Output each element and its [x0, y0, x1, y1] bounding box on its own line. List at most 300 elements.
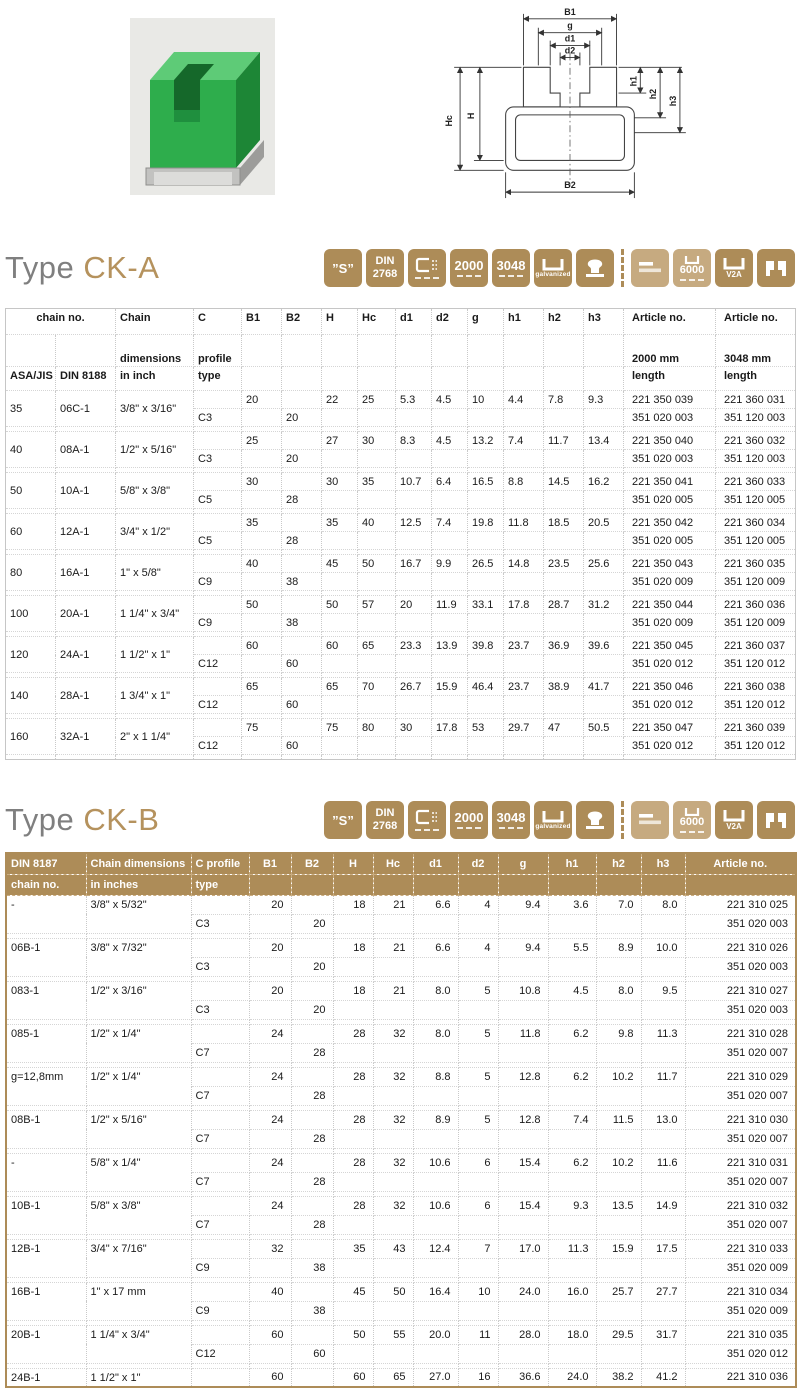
cell-b1: 32: [249, 1239, 291, 1258]
cell-empty: [373, 914, 413, 933]
cell-empty: [468, 655, 504, 673]
cell-h3: 50.5: [584, 719, 624, 737]
cell-article-2000: 351 020 005: [624, 532, 716, 550]
cell-h3: 9.3: [584, 391, 624, 409]
col-header-article-3048: Article no.: [716, 309, 796, 335]
col-header-chain-dimensions: Chain dimensions: [86, 853, 191, 874]
cell-h1: 11.3: [548, 1239, 596, 1258]
svg-text:H: H: [465, 112, 476, 120]
cell-d2: 17.8: [432, 719, 468, 737]
cell-c-empty: [191, 981, 249, 1000]
cell-d2: 11: [458, 1325, 498, 1344]
length-2000-badge: 2000: [450, 249, 488, 287]
cell-empty: [548, 1344, 596, 1363]
col-header-din-8188: DIN 8188: [56, 367, 116, 391]
cell-d2: 6: [458, 1196, 498, 1215]
cell-g: 39.8: [468, 637, 504, 655]
col-header-asa-jis: ASA/JIS: [6, 367, 56, 391]
cell-h2: 29.5: [596, 1325, 641, 1344]
cell-empty: [544, 696, 584, 714]
cell-article-3048: 221 360 038: [716, 678, 796, 696]
cell-article-2000: 221 350 041: [624, 473, 716, 491]
spacer-cell: [242, 755, 282, 760]
cell-hc: 50: [373, 1282, 413, 1301]
anvil-icon: [583, 257, 607, 279]
cell-hc: 25: [358, 391, 396, 409]
cell-empty: [458, 1129, 498, 1148]
cell-g: 16.5: [468, 473, 504, 491]
cell-h1: 6.2: [548, 1024, 596, 1043]
cell-empty: [596, 1086, 641, 1105]
cell-d1: 12.5: [396, 514, 432, 532]
cell-b2-empty: [282, 678, 322, 696]
col-header-h3: h3: [641, 853, 685, 874]
cell-c-empty: [191, 938, 249, 957]
cell-din-8188: 24A-1: [56, 637, 116, 673]
cell-empty: [641, 1129, 685, 1148]
cell-d2: 9.9: [432, 555, 468, 573]
cell-dimensions: 1 1/2" x 1": [116, 637, 194, 673]
col-header-b2: B2: [291, 853, 333, 874]
cell-empty: [358, 532, 396, 550]
cell-empty: [504, 614, 544, 632]
spacer-cell: [716, 755, 796, 760]
cell-b1-empty: [249, 1000, 291, 1019]
cell-d2: 10: [458, 1282, 498, 1301]
cell-hc: 43: [373, 1239, 413, 1258]
col-header-article-2000: Article no.: [624, 309, 716, 335]
table-row: [6, 678, 796, 696]
cell-empty: [548, 1000, 596, 1019]
cell-c-empty: [191, 1239, 249, 1258]
table-row: [6, 938, 796, 957]
cell-empty: [498, 914, 548, 933]
cell-h: 18: [333, 981, 373, 1000]
cell-h3: 10.0: [641, 938, 685, 957]
cell-dimensions: 1" x 17 mm: [86, 1282, 191, 1320]
cell-empty: [396, 655, 432, 673]
cell-empty: [373, 1000, 413, 1019]
cell-c-profile: C12: [194, 696, 242, 714]
cell-c-empty: [194, 473, 242, 491]
cell-d1: 8.0: [413, 981, 458, 1000]
cell-empty: [458, 1000, 498, 1019]
col-header-type: type: [194, 367, 242, 391]
cell-chain-no: g=12,8mm: [6, 1067, 86, 1105]
cell-article: 351 020 003: [685, 957, 796, 976]
table-row: [6, 555, 796, 573]
col-header-c-profile: C profile: [191, 853, 249, 874]
v2a-badge: V2A: [715, 801, 753, 839]
cell-empty: [468, 450, 504, 468]
col-header-in-inches: in inches: [86, 874, 191, 895]
cell-h: 45: [333, 1282, 373, 1301]
cell-b2: 60: [291, 1344, 333, 1363]
cell-empty: [641, 1000, 685, 1019]
cell-empty: [458, 957, 498, 976]
cell-h2: 15.9: [596, 1239, 641, 1258]
cell-empty: [373, 1215, 413, 1234]
cell-hc: 70: [358, 678, 396, 696]
cell-empty: [413, 1258, 458, 1277]
col-header-h: H: [333, 853, 373, 874]
cell-h: 28: [333, 1067, 373, 1086]
cell-empty: [333, 1129, 373, 1148]
cell-article-2000: 351 020 005: [624, 491, 716, 509]
cell-b1: 24: [249, 1110, 291, 1129]
cell-empty: [596, 1000, 641, 1019]
cell-article-3048: 221 360 032: [716, 432, 796, 450]
cell-h: 27: [322, 432, 358, 450]
cell-dimensions: 3/4" x 7/16": [86, 1239, 191, 1277]
table-row: [6, 1067, 796, 1086]
cell-g: 11.8: [498, 1024, 548, 1043]
cell-article-3048: 221 360 031: [716, 391, 796, 409]
cell-chain-no: 12B-1: [6, 1239, 86, 1277]
table-row: [6, 719, 796, 737]
svg-text:h1: h1: [628, 76, 639, 87]
cell-empty: [544, 737, 584, 755]
cell-c-profile: C5: [194, 532, 242, 550]
spacer-cell: [396, 755, 432, 760]
cell-empty: [468, 491, 504, 509]
cell-empty: [396, 737, 432, 755]
cell-empty: [544, 409, 584, 427]
cell-empty: [498, 1172, 548, 1191]
cell-article-3048: 351 120 003: [716, 409, 796, 427]
cell-h3: 39.6: [584, 637, 624, 655]
title-name: CK-B: [83, 802, 160, 837]
cell-empty: [358, 737, 396, 755]
cell-article: 351 020 009: [685, 1301, 796, 1320]
cell-d1: 20: [396, 596, 432, 614]
cell-d2: 5: [458, 1067, 498, 1086]
cell-b2-empty: [291, 1325, 333, 1344]
cell-h2: 38.2: [596, 1368, 641, 1387]
cell-h1: 7.4: [504, 432, 544, 450]
table-row: [6, 391, 796, 409]
col-header-chain-no: chain no.: [6, 874, 86, 895]
cell-b2-empty: [282, 391, 322, 409]
cell-empty: [504, 655, 544, 673]
cell-dimensions: 1 1/4" x 3/4": [86, 1325, 191, 1363]
title-name: CK-A: [83, 250, 160, 285]
cell-article: 351 020 003: [685, 1000, 796, 1019]
length-2000-badge: 2000: [450, 801, 488, 839]
cell-empty: [413, 1086, 458, 1105]
cell-hc: 35: [358, 473, 396, 491]
cell-b1: 75: [242, 719, 282, 737]
cell-b1-empty: [249, 1086, 291, 1105]
cell-article: 351 020 003: [685, 914, 796, 933]
cell-dimensions: 1" x 5/8": [116, 555, 194, 591]
fine-print: [499, 275, 523, 277]
cell-b2: 60: [282, 696, 322, 714]
galvanized-badge: galvanized: [534, 249, 572, 287]
bracket-icon: [541, 810, 565, 823]
cell-h: 50: [333, 1325, 373, 1344]
cell-hc: 80: [358, 719, 396, 737]
fine-print: [457, 275, 481, 277]
cell-empty: [413, 914, 458, 933]
cell-empty: [373, 1172, 413, 1191]
cell-d1: 16.4: [413, 1282, 458, 1301]
cell-empty: [413, 1215, 458, 1234]
cell-article-2000: 221 350 040: [624, 432, 716, 450]
spacer-cell: [6, 755, 56, 760]
cell-empty: [432, 696, 468, 714]
page-title-ck-a: [5, 250, 159, 286]
cell-article-3048: 351 120 009: [716, 614, 796, 632]
col-header-c: C: [194, 309, 242, 335]
cell-empty: [584, 696, 624, 714]
cell-empty: [584, 532, 624, 550]
cell-empty: [432, 573, 468, 591]
cell-empty: [498, 1043, 548, 1062]
cell-empty: [641, 1172, 685, 1191]
cell-h2: 11.7: [544, 432, 584, 450]
cell-d1: 12.4: [413, 1239, 458, 1258]
table-row: [6, 1196, 796, 1215]
cell-empty: [596, 1172, 641, 1191]
cell-g: 28.0: [498, 1325, 548, 1344]
cell-g: 36.6: [498, 1368, 548, 1387]
cell-article-3048: 221 360 033: [716, 473, 796, 491]
cell-empty: [413, 1344, 458, 1363]
cell-empty: [396, 491, 432, 509]
cell-empty: [322, 614, 358, 632]
cell-empty: [498, 1344, 548, 1363]
cell-h1: 3.6: [548, 895, 596, 914]
cell-d2: 4: [458, 895, 498, 914]
cell-empty: [458, 914, 498, 933]
cell-chain-no: 10B-1: [6, 1196, 86, 1234]
cell-article: 351 020 007: [685, 1172, 796, 1191]
corner-pieces-icon: [764, 260, 788, 277]
cell-d1: 6.6: [413, 895, 458, 914]
cell-hc: 32: [373, 1067, 413, 1086]
cell-article: 351 020 007: [685, 1043, 796, 1062]
cell-article-2000: 351 020 012: [624, 737, 716, 755]
cell-article: 221 310 025: [685, 895, 796, 914]
cell-h1: 4.4: [504, 391, 544, 409]
cell-d2: 7: [458, 1239, 498, 1258]
cell-b2-empty: [291, 1110, 333, 1129]
cell-empty: [641, 1258, 685, 1277]
col-header-hc: Hc: [358, 309, 396, 335]
cell-g: 15.4: [498, 1153, 548, 1172]
corner-pieces-badge: [757, 801, 795, 839]
cell-empty: [504, 696, 544, 714]
cell-empty: [548, 1172, 596, 1191]
cell-empty: [458, 1301, 498, 1320]
cell-empty: [544, 450, 584, 468]
ck-b-table-body: [6, 895, 796, 1387]
table-row: [6, 1368, 796, 1387]
cell-b1-empty: [242, 737, 282, 755]
cell-empty: [584, 491, 624, 509]
cell-h2: 18.5: [544, 514, 584, 532]
cell-asa-jis: 80: [6, 555, 56, 591]
cell-article: 221 310 029: [685, 1067, 796, 1086]
cell-empty: [596, 1258, 641, 1277]
cell-b1: 24: [249, 1024, 291, 1043]
cell-g: 17.0: [498, 1239, 548, 1258]
cell-c-empty: [194, 637, 242, 655]
cell-h2: 23.5: [544, 555, 584, 573]
cell-chain-no: 06B-1: [6, 938, 86, 976]
cell-h2: 9.8: [596, 1024, 641, 1043]
cell-empty: [584, 573, 624, 591]
cell-h2: 8.0: [596, 981, 641, 1000]
cell-dimensions: 5/8" x 3/8": [116, 473, 194, 509]
cell-empty: [432, 532, 468, 550]
col-header-profile: profile: [194, 335, 242, 367]
cell-empty: [544, 655, 584, 673]
cell-h2: 10.2: [596, 1153, 641, 1172]
cell-c-empty: [194, 719, 242, 737]
svg-text:h2: h2: [648, 88, 659, 100]
cell-c-empty: [191, 1368, 249, 1387]
fine-print: [457, 827, 481, 829]
cell-h1: 8.8: [504, 473, 544, 491]
cell-h: 28: [333, 1196, 373, 1215]
cell-c-profile: C9: [191, 1301, 249, 1320]
cell-empty: [504, 491, 544, 509]
cell-article: 221 310 033: [685, 1239, 796, 1258]
cell-empty: [548, 1301, 596, 1320]
cell-c-empty: [194, 391, 242, 409]
cell-d1: 5.3: [396, 391, 432, 409]
spacer-cell: [468, 755, 504, 760]
cell-d1: 10.6: [413, 1196, 458, 1215]
cell-h2: 25.7: [596, 1282, 641, 1301]
cell-empty: [322, 491, 358, 509]
cell-h2: 7.0: [596, 895, 641, 914]
col-header-g: g: [498, 853, 548, 874]
cell-h3: 16.2: [584, 473, 624, 491]
cell-empty: [498, 957, 548, 976]
cell-b1-empty: [249, 1344, 291, 1363]
cell-h: 50: [322, 596, 358, 614]
cell-empty: [432, 409, 468, 427]
cell-chain-no: -: [6, 895, 86, 933]
cell-d1: 6.6: [413, 938, 458, 957]
cell-empty: [468, 409, 504, 427]
cell-h2: 28.7: [544, 596, 584, 614]
cell-empty: [548, 1043, 596, 1062]
cell-empty: [584, 450, 624, 468]
cell-article-3048: 221 360 035: [716, 555, 796, 573]
cell-b1: 60: [242, 637, 282, 655]
cell-b2: 28: [291, 1043, 333, 1062]
cell-empty: [432, 450, 468, 468]
cell-empty: [548, 1258, 596, 1277]
cell-article-3048: 351 120 005: [716, 491, 796, 509]
cell-h2: 14.5: [544, 473, 584, 491]
cell-article-3048: 221 360 034: [716, 514, 796, 532]
cell-c-empty: [191, 1282, 249, 1301]
cell-h: 30: [322, 473, 358, 491]
cell-empty: [396, 573, 432, 591]
cell-b2: 38: [291, 1258, 333, 1277]
cell-g: 33.1: [468, 596, 504, 614]
cell-empty: [641, 1043, 685, 1062]
cell-empty: [373, 1301, 413, 1320]
cell-h1: 6.2: [548, 1067, 596, 1086]
cell-c-empty: [194, 514, 242, 532]
cell-b1: 20: [242, 391, 282, 409]
spacer-cell: [358, 755, 396, 760]
table-row: [6, 514, 796, 532]
cell-b2-empty: [291, 1368, 333, 1387]
cell-article-2000: 351 020 012: [624, 696, 716, 714]
ck-a-table-header: [6, 309, 796, 391]
cell-article: 351 020 007: [685, 1086, 796, 1105]
cell-dimensions: 5/8" x 1/4": [86, 1153, 191, 1191]
cell-c-profile: C12: [191, 1344, 249, 1363]
cell-empty: [413, 1129, 458, 1148]
cell-b1: 60: [249, 1368, 291, 1387]
cell-b2: 28: [291, 1215, 333, 1234]
cell-empty: [458, 1258, 498, 1277]
cell-h2: 47: [544, 719, 584, 737]
cell-c-profile: C9: [194, 573, 242, 591]
ck-a-table-body: [6, 391, 796, 760]
cell-article: 221 310 028: [685, 1024, 796, 1043]
cell-article-2000: 221 350 047: [624, 719, 716, 737]
cell-d1: 10.7: [396, 473, 432, 491]
cell-b1-empty: [242, 450, 282, 468]
s-marking-badge: ”S”: [324, 801, 362, 839]
badge-row-ck-a: [324, 249, 795, 287]
table-row: [6, 895, 796, 914]
cell-din-8188: 20A-1: [56, 596, 116, 632]
cell-article-3048: 351 120 005: [716, 532, 796, 550]
cell-c-profile: C9: [191, 1258, 249, 1277]
badge-divider: [621, 249, 624, 287]
cell-empty: [548, 1215, 596, 1234]
cell-hc: 65: [373, 1368, 413, 1387]
table-row: [6, 1282, 796, 1301]
cell-c-profile: C7: [191, 1129, 249, 1148]
cell-article-2000: 221 350 042: [624, 514, 716, 532]
cell-din-8188: 06C-1: [56, 391, 116, 427]
cell-b2-empty: [291, 1239, 333, 1258]
cell-d1: 23.3: [396, 637, 432, 655]
length-3048-badge: 3048: [492, 249, 530, 287]
cell-din-8188: 28A-1: [56, 678, 116, 714]
cell-dimensions: 2" x 1 1/4": [116, 719, 194, 755]
cell-empty: [396, 614, 432, 632]
cell-article: 351 020 007: [685, 1215, 796, 1234]
cell-chain-no: 24B-1: [6, 1368, 86, 1387]
profile-lines-badge: [631, 249, 669, 287]
cell-h3: 8.0: [641, 895, 685, 914]
ck-b-table-header: [6, 853, 796, 895]
cell-b1-empty: [242, 409, 282, 427]
cell-c-empty: [191, 1196, 249, 1215]
cell-dimensions: 1/2" x 1/4": [86, 1024, 191, 1062]
cell-c-profile: C3: [191, 914, 249, 933]
cell-article-3048: 351 120 012: [716, 655, 796, 673]
svg-text:h3: h3: [667, 95, 678, 107]
cell-b2: 20: [291, 914, 333, 933]
cell-article-3048: 221 360 037: [716, 637, 796, 655]
cell-hc: 30: [358, 432, 396, 450]
corner-pieces-icon: [764, 812, 788, 829]
profile-lines-icon: [637, 813, 663, 827]
